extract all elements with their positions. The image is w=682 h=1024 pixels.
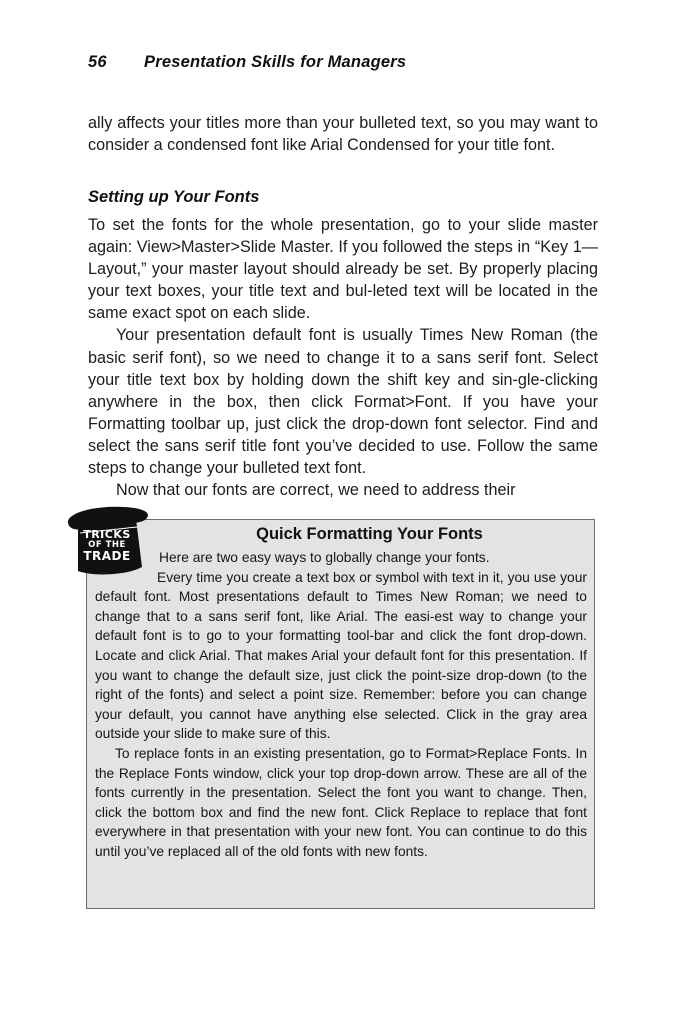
body-text-top	[88, 112, 598, 156]
tip-paragraph-default-font: Every time you create a text box or symbol with text in it, you use your default font. Most presentations default to Times New Roman; we need to change that to a sans serif font, like Arial. The easi-est way to change your default font is to go to your formatting tool-bar and click the font drop-down. Locate and click Arial. That makes Arial your default font for this presentation. If you want to change the default size, just click the point-size drop-down (to the right of the fonts) and select a point size. Remember: before you can change your default, you cannot have anything else selected. Click in the gray area outside your slide to make sure of this.	[95, 569, 587, 742]
book-title: Presentation Skills for Managers	[144, 53, 407, 71]
running-header	[88, 53, 406, 72]
paragraph-default-font: Your presentation default font is usually Times New Roman (the basic serif font), so we need to change it to a sans serif font. Select your title text box by holding down the shift key and sin-gle-clicking anywhere in the box, then click Format>Font. If you have your Formatting toolbar up, just click the drop-down font selector. Find and select the sans serif title font you’ve decided to use. Follow the same steps to change your bulleted text font.	[88, 326, 598, 478]
paragraph-fonts-correct: Now that our fonts are correct, we need to address their	[116, 481, 516, 500]
badge-line-tricks: TRICKS	[83, 528, 131, 541]
tip-intro: Here are two easy ways to globally change your fonts.	[159, 550, 490, 565]
body-text-main	[88, 214, 598, 501]
badge-line-of-the: OF THE	[88, 540, 126, 550]
tip-title: Quick Formatting Your Fonts	[256, 525, 483, 543]
section-heading: Setting up Your Fonts	[88, 188, 260, 206]
paragraph-slide-master: To set the fonts for the whole presentation, go to your slide master again: View>Master>Slide Master. If you followed the steps in “Key 1—Layout,” your master layout should already be set. By properly placing your text boxes, your title text and bul-leted text will be located in the same exact spot on each slide.	[88, 216, 598, 323]
badge-line-trade: TRADE	[83, 549, 131, 563]
page-number: 56	[88, 53, 107, 71]
tip-paragraph-replace-fonts: To replace fonts in an existing presentation, go to Format>Replace Fonts. In the Replace Fonts window, click your top drop-down arrow. These are all of the fonts currently in the presentation. Select the font you want to change. Then, click the bottom box and find the new font. Click Replace to replace that font everywhere in that presentation with your new font. You can continue to do this until you’ve replaced all of the old fonts with new fonts.	[95, 745, 587, 859]
tricks-of-the-trade-box	[86, 519, 595, 909]
tip-body	[95, 548, 587, 862]
paragraph-continuation: ally affects your titles more than your bulleted text, so you may want to consider a condensed font like Arial Condensed for your title font.	[88, 114, 598, 155]
